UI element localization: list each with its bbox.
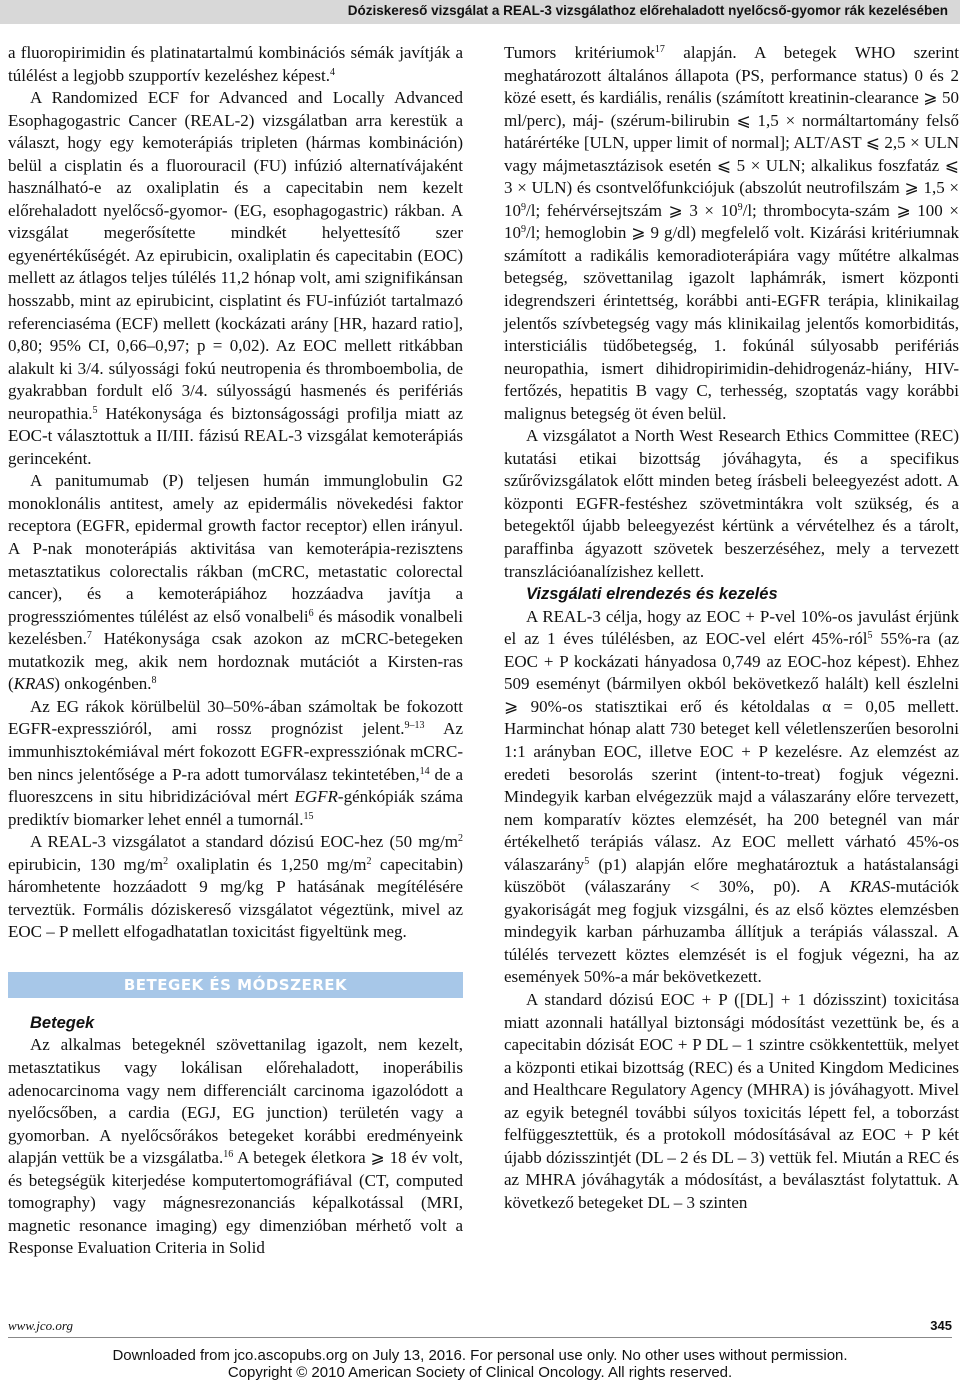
download-notice: Downloaded from jco.ascopubs.org on July 13, 2016. For personal use only. No other uses without permission. Copyright © 2010 American Society of Clinical Oncology. All rights reserved. [112, 1347, 848, 1381]
citation: 9–13 [404, 720, 425, 732]
citation: 15 [303, 810, 314, 822]
citation: 4 [329, 66, 335, 78]
eligibility-paragraph: Tumors kritériumok$^{17}$ alapján. A betegek WHO szerint meghatározott általános állapota (PS, performance status) 0 és 2 közé esett, és kardiális, renális (számított kreatinin-clearance ⩾ 50 ml/perc), máj- (szérum-bilirubin ⩽ 1,5 × normáltartomány felső határértéke [ULN, upper limit of normal]; ALT/AST ⩽ 2,5 × ULN vagy májmetasztázisok esetén ⩽ 5 × ULN; alkalikus foszfatáz ⩽ 3 × ULN) és csontvelőfunkciójuk (abszolút neutrofilszám ⩾ $1,5 \times 10^9/l$; fehérvérsejtszám ⩾ $3 \times 10^9/l$; thrombocyta-szám ⩾ $100 \times 10^9/l$; hemoglobin ⩾ 9 g/dl) megfelelő volt. Kizárási kritériumnak számított a radikális kemoradioterápiára vagy műtétre alkalmas betegség, szövettanilag igazolt laphámrák, ismert központi idegrendszeri érintettség, korábbi anti-EGFR terápia, klinikailag jelentős szívbetegség vagy más klinikailag jelentős komorbiditás, intersticiális tüdőbetegség, 1. fokúnál súlyosabb perifériás neuropathia, ismert dihidropirimidin-dehidrogenáz-hiány, HIV-fertőzés, hepatitis B vagy C, terhesség, szoptatás vagy korábbi malignus betegség öt éven belül. [504, 43, 959, 423]
panitumumab-paragraph: A panitumumab (P) teljesen humán immunglobulin G2 monoklonális antitest, amely az epidermális növekedési faktor receptora (EGFR, epidermal growth factor receptor) ellen irányul. A P-nak monoterápiás aktivitása van kemoterápia-rezisztens metasztatikus colorectalis rákban (mCRC, metastatic colorectal cancer), és a kemoterápiához hozzáadva javítja a progressziómentes túlélést az első vonalbeli$^6$ és második vonalbeli kezelésben.$^7$ Hatékonysága csak azokon az mCRC-betegeken mutatkozik meg, akik nem hordoznak mutációt a Kirsten-ras (KRAS) onkogénben.$^8$ [8, 471, 463, 694]
real2-paragraph: A Randomized ECF for Advanced and Locally Advanced Esophagogastric Cancer (REAL-2) vizsgálatban arra kerestük a választ, hogy egy kemoterápiás tripleten (hármas kombináción) belül a cisplatin és a fluorouracil (FU) infúzió alternatívájaként használható-e az oxaliplatin és a capecitabin nem kezelt előrehaladott nyelőcső-gyomor- (EG, esophagogastric) rákban. A vizsgálat megerősítette mindkét helyettesítő szer egyenértékűségét. Az epirubicin, oxaliplatin és capecitabin (EOC) mellett az átlagos teljes túlélés 11,2 hónap volt, ami szignifikánsan hosszabb, mint az epirubicint, cisplatint és FU-infúziót tartalmazó referenciaséma (ECF) mellett (kockázati arány [HR, hazard ratio], 0,80; 95% CI, 0,66–0,97; p = 0,02). Az EOC mellett ritkábban alakult ki 3/4. súlyossági fokú neutropenia és thromboembolia, de gyakrabban fordult elő 3/4. súlyosságú hasmenés és perifériás neuropathia.$^5$ Hatékonysága és biztonságossági profilja miatt az EOC-t választottuk a II/III. fázisú REAL-3 vizsgálat kemoterápiás gerinceként. [8, 88, 463, 468]
citation: 16 [223, 1149, 234, 1161]
dose-paragraph: A standard dózisú EOC + P ([DL] + 1 dózisszint) toxicitása miatt azonnali hatállyal biztonsági módosítást vezettünk be, és a capecitabin dózisát EOC + P DL – 1 szintre csökkentettük, melyet a központi etikai bizottság (REC) és a United Kingdom Medicines and Healthcare Regulatory Agency (MHRA) is jóváhagyott. Mivel az egyik betegnél további súlyos toxicitás lépett fel, a toborzást felfüggesztettük, és a protokoll módosításával az EOC + P két újabb dózisszintjét (DL – 2 és DL – 3) vettük fel. Miután a REC és az MHRA jóváhagyták a módosítást, a beválasztást folytattuk. A következő betegeket DL – 3 szinten [504, 989, 959, 1212]
left-column [8, 42, 463, 1260]
page-number: 345 [930, 1318, 952, 1333]
footer-divider [8, 1337, 952, 1338]
ethics-paragraph: A vizsgálatot a North West Research Ethics Committee (REC) kutatási etikai bizottság jóváhagyta, és a specifikus szűrővizsgálatok előtt minden beteg írásbeli beleegyezést adott. A központi EGFR-festéshez szövetmintákra volt szükség, és a betegektől újabb beleegyezést kértünk a vérvételhez és a tárolt, paraffinba ágyazott szövetek beszerzéséhez, mely a tervezett transzlációanalízishez kellett. [504, 426, 959, 581]
citation: 5 [867, 630, 873, 642]
citation: 7 [86, 630, 92, 642]
citation: 5 [92, 404, 98, 416]
right-column [504, 42, 959, 1214]
running-header: Dóziskereső vizsgálat a REAL-3 vizsgálathoz előrehaladott nyelőcső-gyomor rák kezelésében [0, 0, 960, 24]
citation: 14 [419, 765, 430, 777]
subheading-design: Vizsgálati elrendezés és kezelés [526, 585, 778, 604]
citation: 5 [584, 855, 590, 867]
citation: 6 [308, 607, 314, 619]
design-paragraph: A REAL-3 célja, hogy az EOC + P-vel 10%-os javulást érjünk el az 1 éves túlélésben, az EOC-vel elért 45%-ról$^5$ 55%-ra (az EOC + P kockázati hányadosa 0,749 az EOC-hoz képest). Ehhez 509 eseményt (bármilyen okból bekövetkező halált) kell észlelni ⩾ 90%-os statisztikai erő és kétoldalas α = 0,05 mellett. Harminchat hónap alatt 730 beteget kell véletlenszerűen besorolni 1:1 arányban EOC, illetve EOC + P kezelésre. Az elemzést az eredeti besorolás szerint (intent-to-treat) fogjuk végezni. Mindegyik karban elvégezzük majd a válaszarány előre tervezett, nem komparatív köztes elemzését, ha 200 betegnél van már értékelhető terápiás válasz. Az EOC mellett várható 45%-os válaszarány$^5$ (p1) alapján előre meghatároztuk a hatástalansági küszöböt (válaszarány < 30%, p0). A KRAS-mutációk gyakoriságát meg fogjuk vizsgálni, és az első köztes elemzésben mindegyik karban párhuzamba állítjuk a terápiás válasszal. A túlélés tervezett köztes elemzését is el fogjuk végezni, ha az események 50%-a már bekövetkezett. [504, 606, 959, 987]
citation: 8 [151, 675, 157, 687]
section-heading: BETEGEK ÉS MÓDSZEREK [8, 972, 463, 998]
real3-design-paragraph: A REAL-3 vizsgálatot a standard dózisú EOC-hez (50 $mg/m^2$ epirubicin, 130 $mg/m^2$ oxaliplatin és 1,250 $mg/m^2$ capecitabin) háromhetente hozzáadott 9 mg/kg P hatásának megítélésére terveztük. Formális dóziskereső vizsgálatot végeztünk, mivel az EOC – P mellett elfogadhatatlan toxicitást figyeltünk meg. [8, 832, 463, 942]
patients-paragraph: Az alkalmas betegeknél szövettanilag igazolt, nem kezelt, metasztatikus vagy lokálisan előrehaladott, inoperábilis adenocarcinoma vagy nem differenciált carcinoma igazolódott a nyelőcsőben, a cardia (EGJ, EG junction) területén vagy a gyomorban. A nyelőcsőrákos betegeket korábbi eredményeink alapján vettük be a vizsgálatba.$^{16}$ A betegek életkora ⩾ 18 év volt, és betegségük kiterjedése komputertomográfiával (CT, computed tomography) vagy mágnesrezonanciás képalkotással (MRI, magnetic resonance imaging) egy dimenzióban mérhető volt a Response Evaluation Criteria in Solid [8, 1035, 463, 1258]
citation: 17 [654, 44, 665, 55]
egfr-paragraph: Az EG rákok körülbelül 30–50%-ában számoltak be fokozott EGFR-expresszióról, ami rossz prognózist jelent.$^{9-13}$ Az immunhisztokémiával mért fokozott EGFR-expressziónak mCRC-ben nincs jelentősége a P-ra adott tumorválasz tekintetében,$^{14}$ de a fluoreszcens in situ hibridizációval mért EGFR-génkópiák száma prediktív biomarker lehet ennél a tumornál.$^{15}$ [8, 696, 463, 829]
intro-paragraph: a fluoropirimidin és platinatartalmú kombinációs sémák javítják a túlélést a legjobb szupportív kezeléshez képest.$^4$ [8, 43, 463, 85]
journal-url[interactable]: www.jco.org [8, 1318, 74, 1333]
subheading-betegek: Betegek [30, 1013, 95, 1032]
